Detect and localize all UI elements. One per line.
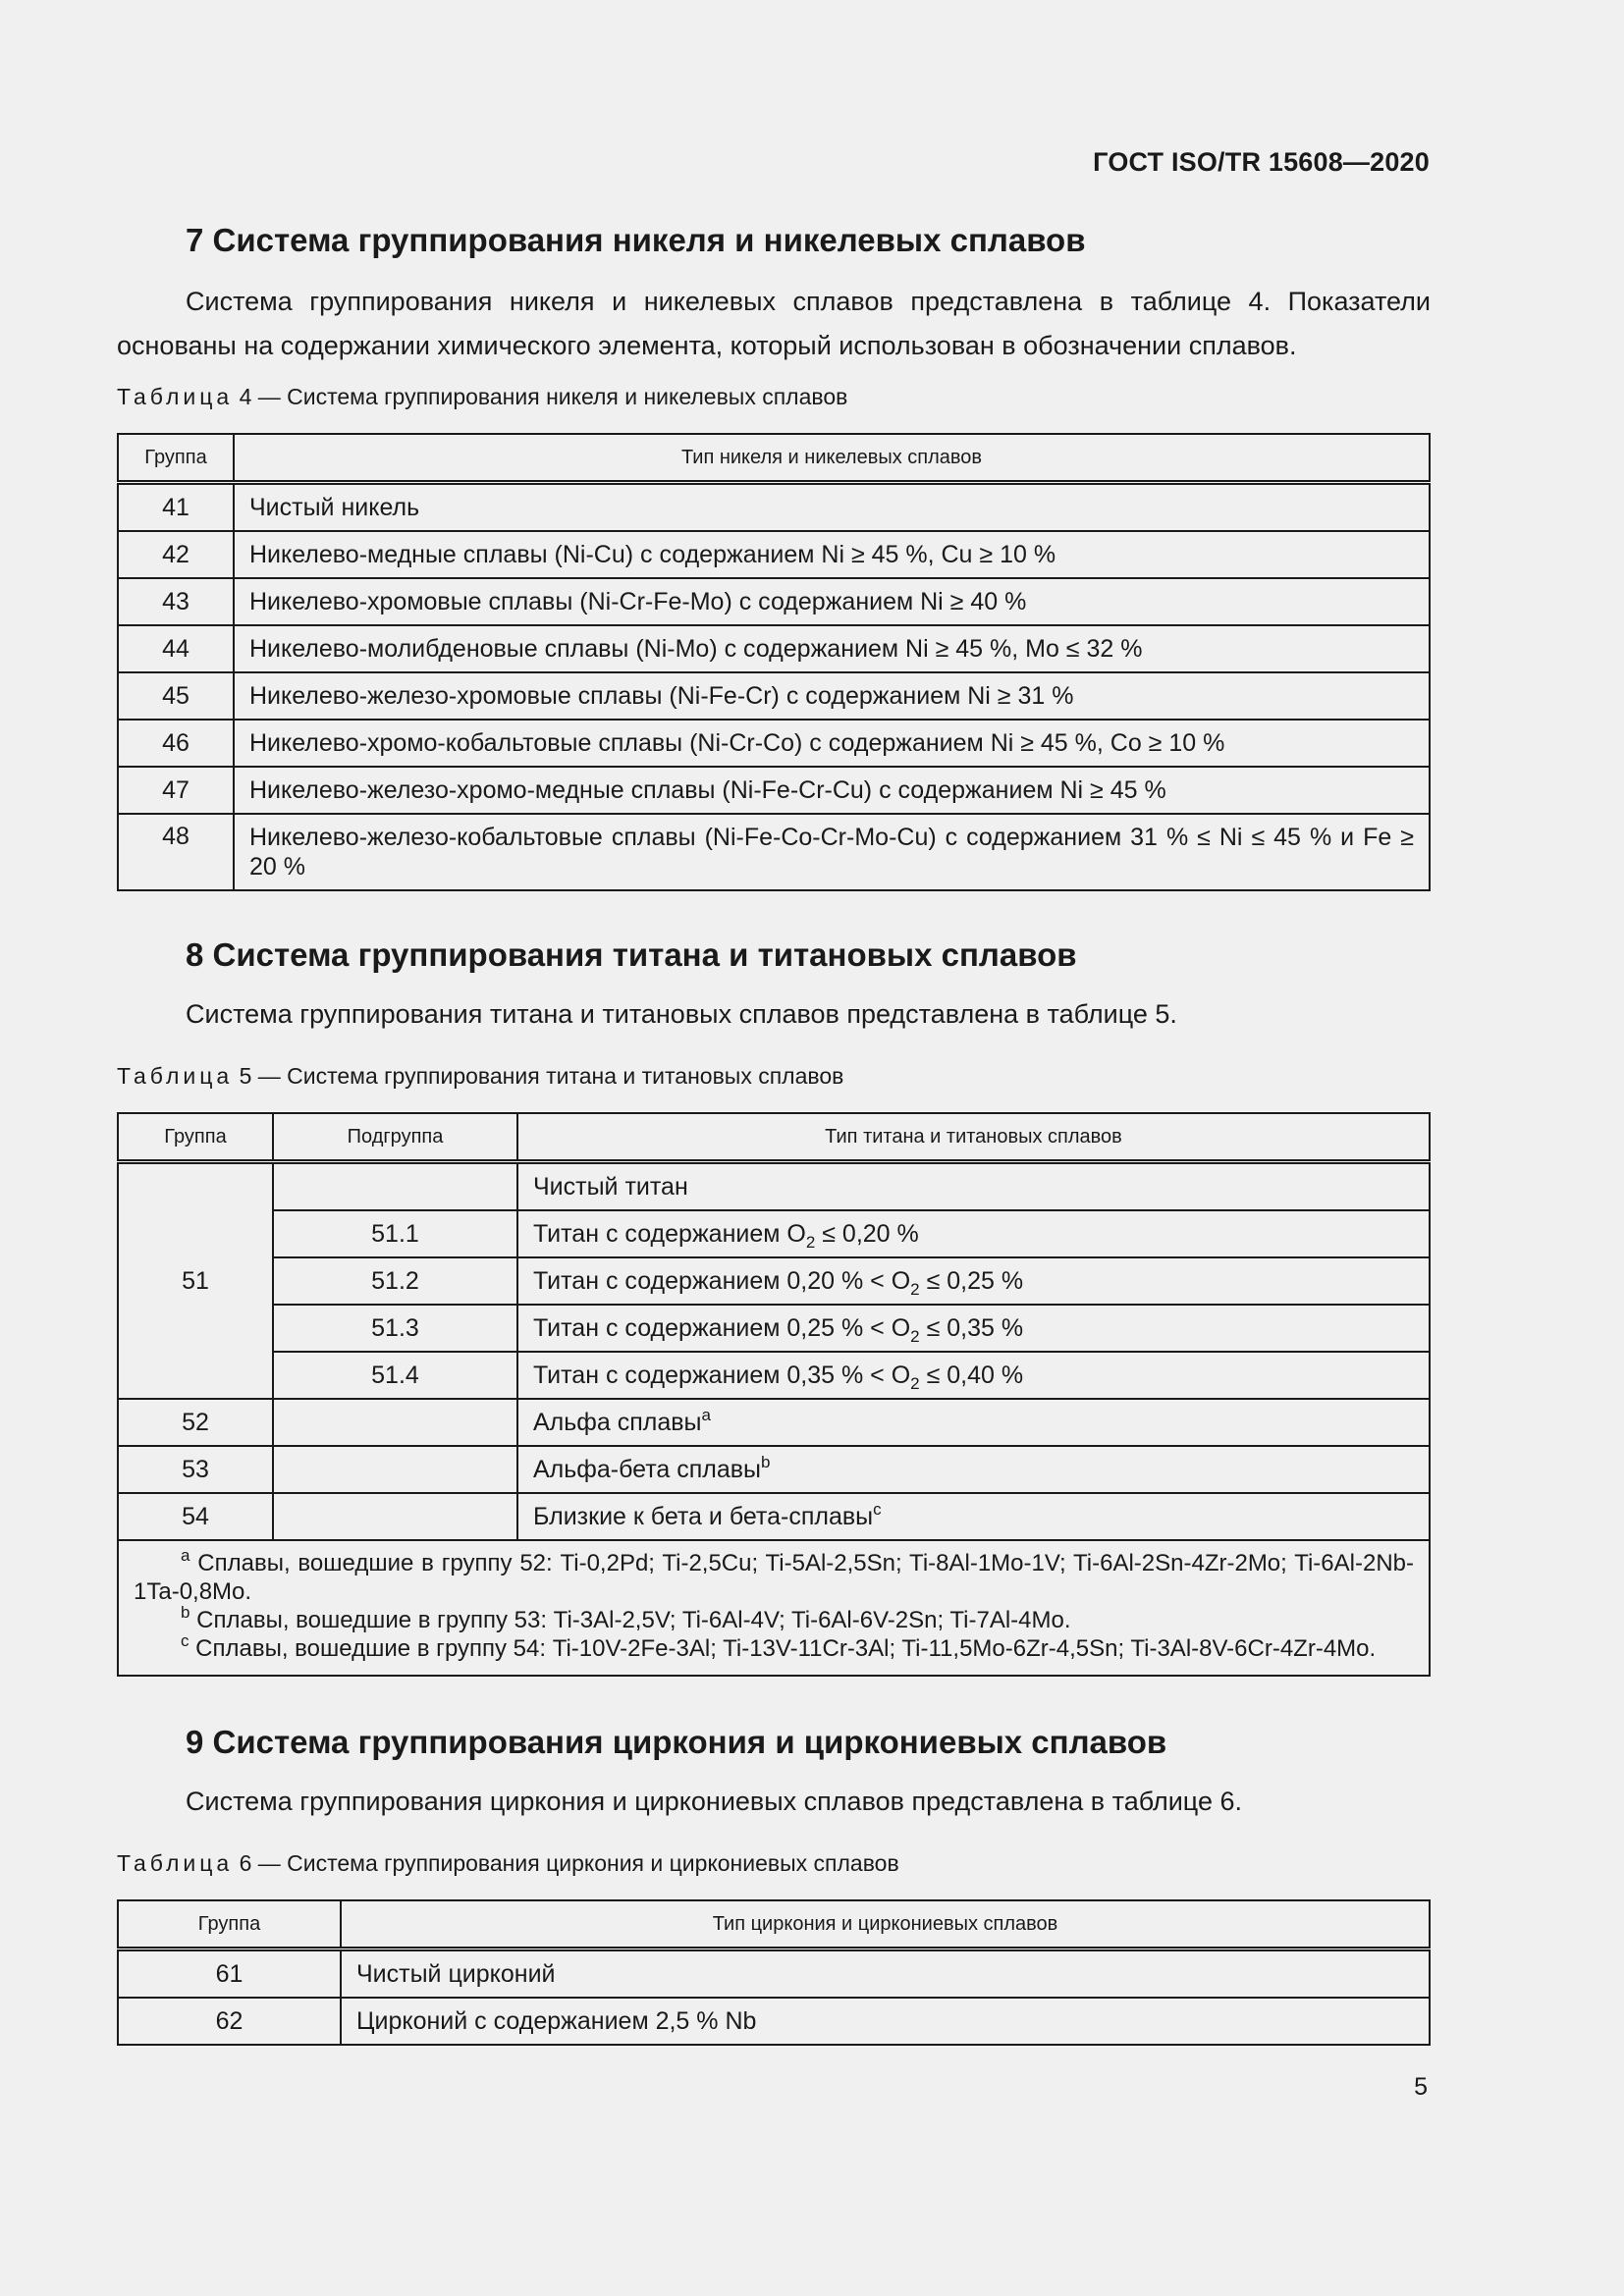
table-notes-row bbox=[118, 1540, 1430, 1676]
type-text: Титан с содержанием 0,35 % < O bbox=[533, 1361, 911, 1389]
table-header-row bbox=[118, 434, 1430, 483]
group-cell: 53 bbox=[118, 1446, 273, 1493]
type-cell bbox=[517, 1352, 1430, 1399]
table-row bbox=[118, 672, 1430, 720]
type-text-end: ≤ 0,40 % bbox=[919, 1361, 1024, 1389]
subgroup-cell bbox=[273, 1162, 517, 1211]
column-header-type: Тип никеля и никелевых сплавов bbox=[234, 434, 1430, 483]
type-cell: Чистый цирконий bbox=[341, 1949, 1430, 1999]
type-text-end: ≤ 0,20 % bbox=[815, 1219, 919, 1248]
type-text: Альфа сплавы bbox=[533, 1408, 702, 1436]
type-cell: Чистый никель bbox=[234, 483, 1430, 532]
section-7-title: 7 Система группирования никеля и никелевых сплавов bbox=[186, 222, 1086, 258]
type-cell bbox=[517, 1305, 1430, 1352]
group-cell: 62 bbox=[118, 1998, 341, 2045]
group-cell: 51 bbox=[118, 1162, 273, 1400]
subgroup-cell: 51.2 bbox=[273, 1257, 517, 1305]
table-4-caption-word: Таблица bbox=[117, 384, 234, 409]
type-cell: Никелево-хромо-кобальтовые сплавы (Ni-Cr-Co) с содержанием Ni ≥ 45 %, Co ≥ 10 % bbox=[234, 720, 1430, 767]
table-row bbox=[118, 1210, 1430, 1257]
document-code: ГОСТ ISO/TR 15608—2020 bbox=[1093, 147, 1430, 177]
group-cell: 42 bbox=[118, 531, 234, 578]
table-row bbox=[118, 1162, 1430, 1211]
footnote-text: Сплавы, вошедшие в группу 53: Ti-3Al-2,5V; Ti-6Al-4V; Ti-6Al-6V-2Sn; Ti-7Al-4Mo. bbox=[189, 1607, 1071, 1633]
footnote-mark: c bbox=[181, 1631, 189, 1650]
subscript: 2 bbox=[805, 1232, 816, 1252]
type-cell bbox=[517, 1399, 1430, 1446]
table-footnotes bbox=[118, 1540, 1430, 1676]
table-row bbox=[118, 625, 1430, 672]
type-cell: Никелево-медные сплавы (Ni-Cu) с содержанием Ni ≥ 45 %, Cu ≥ 10 % bbox=[234, 531, 1430, 578]
type-cell: Никелево-молибденовые сплавы (Ni-Mo) с содержанием Ni ≥ 45 %, Mo ≤ 32 % bbox=[234, 625, 1430, 672]
section-9-title: 9 Система группирования циркония и циркониевых сплавов bbox=[186, 1724, 1167, 1760]
footnote-mark: a bbox=[701, 1405, 711, 1424]
type-text: Титан с содержанием O bbox=[533, 1219, 806, 1248]
footnote-mark: a bbox=[181, 1546, 190, 1565]
type-cell: Никелево-железо-кобальтовые сплавы (Ni-Fe-Co-Cr-Mo-Cu) с содержанием 31 % ≤ Ni ≤ 45 % и Fe ≥ 20 % bbox=[234, 814, 1430, 890]
footnote-mark: b bbox=[761, 1452, 771, 1471]
type-cell: Никелево-хромовые сплавы (Ni-Cr-Fe-Mo) с содержанием Ni ≥ 40 % bbox=[234, 578, 1430, 625]
column-header-type: Тип циркония и циркониевых сплавов bbox=[341, 1900, 1430, 1949]
table-row bbox=[118, 1257, 1430, 1305]
group-cell: 52 bbox=[118, 1399, 273, 1446]
footnote-a bbox=[134, 1546, 1414, 1606]
table-row bbox=[118, 1352, 1430, 1399]
subscript: 2 bbox=[910, 1279, 920, 1299]
footnote-text: Сплавы, вошедшие в группу 54: Ti-10V-2Fe-3Al; Ti-13V-11Cr-3Al; Ti-11,5Mo-6Zr-4,5Sn; Ti-3Al-8V-6Cr-4Zr-4Mo. bbox=[189, 1635, 1377, 1662]
subgroup-cell bbox=[273, 1399, 517, 1446]
table-4-caption-text: 4 — Система группирования никеля и никелевых сплавов bbox=[233, 384, 848, 409]
footnote-c bbox=[134, 1631, 1414, 1663]
column-header-group: Группа bbox=[118, 1113, 273, 1162]
subscript: 2 bbox=[910, 1373, 920, 1393]
table-row bbox=[118, 1305, 1430, 1352]
footnote-b bbox=[134, 1603, 1414, 1634]
table-row bbox=[118, 767, 1430, 814]
group-cell: 43 bbox=[118, 578, 234, 625]
group-cell: 46 bbox=[118, 720, 234, 767]
type-cell: Цирконий с содержанием 2,5 % Nb bbox=[341, 1998, 1430, 2045]
group-cell: 45 bbox=[118, 672, 234, 720]
table-row bbox=[118, 483, 1430, 532]
table-row bbox=[118, 814, 1430, 890]
type-text: Титан с содержанием 0,25 % < O bbox=[533, 1313, 911, 1342]
group-cell: 54 bbox=[118, 1493, 273, 1540]
type-text: Титан с содержанием 0,20 % < O bbox=[533, 1266, 911, 1295]
table-row bbox=[118, 1998, 1430, 2045]
group-cell: 61 bbox=[118, 1949, 341, 1999]
type-text: Близкие к бета и бета-сплавы bbox=[533, 1502, 874, 1530]
type-cell: Никелево-железо-хромо-медные сплавы (Ni-Fe-Cr-Cu) с содержанием Ni ≥ 45 % bbox=[234, 767, 1430, 814]
table-6 bbox=[117, 1899, 1431, 2046]
table-5-caption-word: Таблица bbox=[117, 1063, 234, 1089]
table-5 bbox=[117, 1112, 1431, 1677]
table-row bbox=[118, 720, 1430, 767]
group-cell: 44 bbox=[118, 625, 234, 672]
subgroup-cell: 51.4 bbox=[273, 1352, 517, 1399]
subgroup-cell bbox=[273, 1446, 517, 1493]
table-row bbox=[118, 1446, 1430, 1493]
type-cell bbox=[517, 1446, 1430, 1493]
section-7-paragraph: Система группирования никеля и никелевых сплавов представлена в таблице 4. Показатели основаны на содержании химического элемента, который использован в обозначении сплавов. bbox=[117, 287, 1431, 360]
section-9-paragraph: Система группирования циркония и циркониевых сплавов представлена в таблице 6. bbox=[186, 1787, 1242, 1816]
subgroup-cell: 51.1 bbox=[273, 1210, 517, 1257]
type-cell bbox=[517, 1257, 1430, 1305]
table-6-caption-text: 6 — Система группирования циркония и циркониевых сплавов bbox=[233, 1850, 899, 1876]
column-header-group: Группа bbox=[118, 434, 234, 483]
table-4-caption bbox=[117, 384, 847, 410]
group-cell: 48 bbox=[118, 814, 234, 890]
table-6-caption bbox=[117, 1850, 899, 1877]
table-row bbox=[118, 1949, 1430, 1999]
section-8-paragraph: Система группирования титана и титановых сплавов представлена в таблице 5. bbox=[186, 999, 1177, 1029]
subgroup-cell: 51.3 bbox=[273, 1305, 517, 1352]
table-row bbox=[118, 1399, 1430, 1446]
group-cell: 47 bbox=[118, 767, 234, 814]
footnote-text: Сплавы, вошедшие в группу 52: Ti-0,2Pd; Ti-2,5Cu; Ti-5Al-2,5Sn; Ti-8Al-1Mo-1V; Ti-6Al-2Sn-4Zr-2Mo; Ti-6Al-2Nb-1Ta-0,8Mo. bbox=[134, 1550, 1414, 1605]
type-text: Альфа-бета сплавы bbox=[533, 1455, 761, 1483]
type-text-end: ≤ 0,25 % bbox=[919, 1266, 1024, 1295]
table-5-caption-text: 5 — Система группирования титана и титановых сплавов bbox=[233, 1063, 844, 1089]
type-text-end: ≤ 0,35 % bbox=[919, 1313, 1024, 1342]
group-cell: 41 bbox=[118, 483, 234, 532]
column-header-subgroup: Подгруппа bbox=[273, 1113, 517, 1162]
table-header-row bbox=[118, 1900, 1430, 1949]
footnote-mark: b bbox=[181, 1603, 190, 1622]
table-header-row bbox=[118, 1113, 1430, 1162]
footnote-mark: c bbox=[873, 1499, 882, 1519]
type-cell bbox=[517, 1210, 1430, 1257]
table-row bbox=[118, 531, 1430, 578]
subgroup-cell bbox=[273, 1493, 517, 1540]
table-5-caption bbox=[117, 1063, 843, 1090]
table-row bbox=[118, 578, 1430, 625]
subscript: 2 bbox=[910, 1326, 920, 1346]
table-4 bbox=[117, 433, 1431, 891]
type-cell bbox=[517, 1493, 1430, 1540]
page-number: 5 bbox=[1414, 2073, 1428, 2101]
table-6-caption-word: Таблица bbox=[117, 1850, 234, 1876]
type-cell: Никелево-железо-хромовые сплавы (Ni-Fe-Cr) с содержанием Ni ≥ 31 % bbox=[234, 672, 1430, 720]
column-header-type: Тип титана и титановых сплавов bbox=[517, 1113, 1430, 1162]
table-row bbox=[118, 1493, 1430, 1540]
section-8-title: 8 Система группирования титана и титановых сплавов bbox=[186, 936, 1077, 973]
column-header-group: Группа bbox=[118, 1900, 341, 1949]
type-cell: Чистый титан bbox=[517, 1162, 1430, 1211]
